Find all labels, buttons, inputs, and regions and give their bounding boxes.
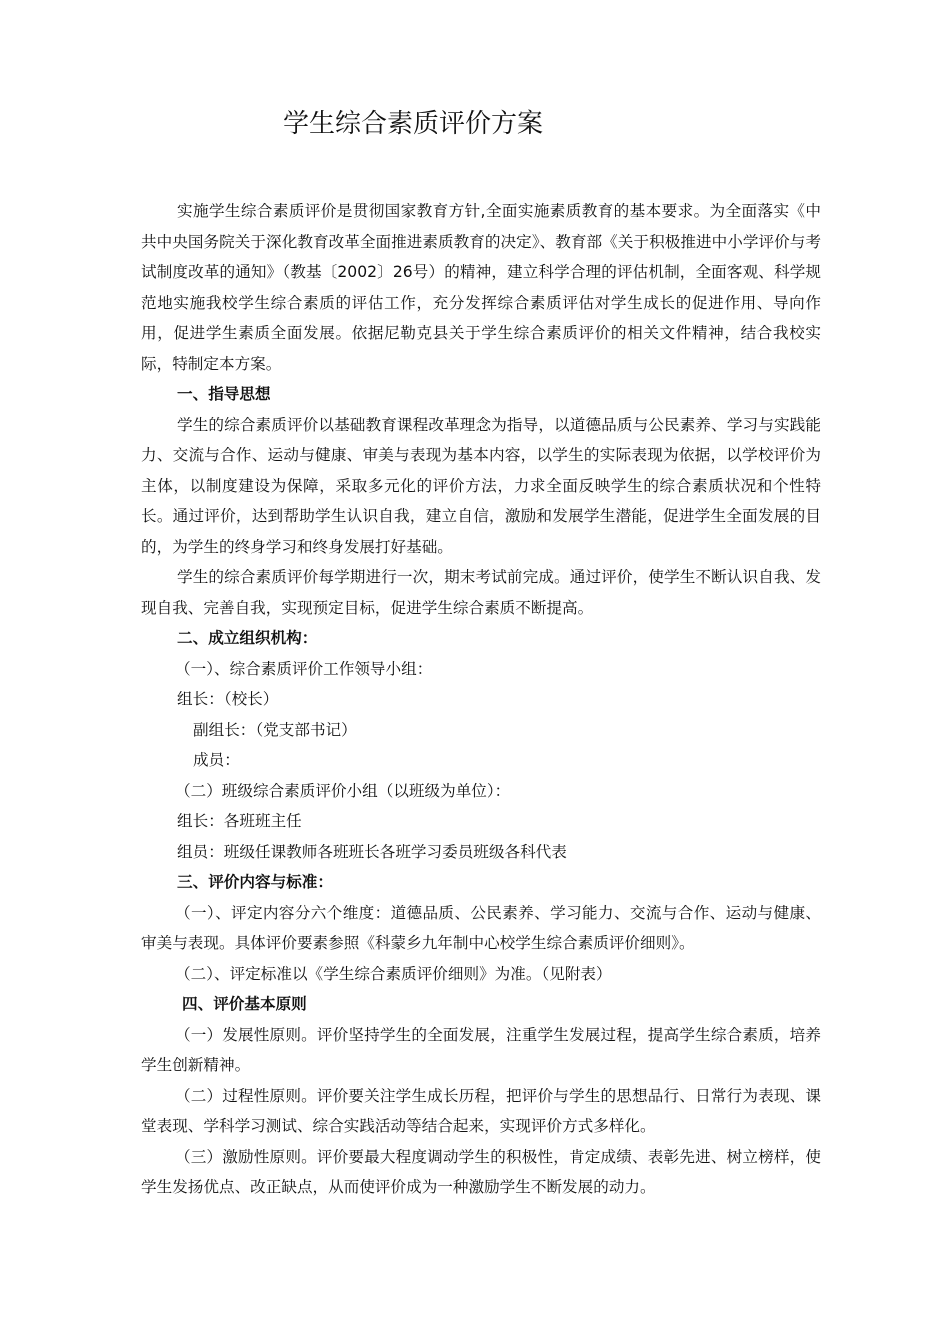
principles-paragraph-3: （三）激励性原则。评价要最大程度调动学生的积极性，肯定成绩、表彰先进、树立榜样，使学生发扬优点、改正缺点，从而使评价成为一种激励学生不断发展的动力。 bbox=[141, 1147, 821, 1196]
organization-line-class-members: 组员：班级任课教师各班班长各班学习委员班级各科代表 bbox=[177, 842, 567, 861]
organization-line-leading-group: （一）、综合素质评价工作领导小组： bbox=[175, 659, 433, 678]
intro-paragraph: 实施学生综合素质评价是贯彻国家教育方针,全面实施素质教育的基本要求。为全面落实《中共中央国务院关于深化教育改革全面推进素质教育的决定》、教育部《关于积极推进中小学评价与考试制度改革的通知》（教基〔2002〕26号）的精神，建立科学合理的评估机制，全面客观、科学规范地实施我校学生综合素质的评估工作，充分发挥综合素质评估对学生成长的促进作用、导向作用，促进学生素质全面发展。依据尼勒克县关于学生综合素质评价的相关文件精神，结合我校实际，特制定本方案。 bbox=[141, 202, 821, 373]
content-standards-paragraph-2: （二）、评定标准以《学生综合素质评价细则》为准。（见附表） bbox=[175, 964, 612, 983]
document-body bbox=[141, 196, 821, 1203]
principles-paragraph-1: （一）发展性原则。评价坚持学生的全面发展，注重学生发展过程，提高学生综合素质，培养学生创新精神。 bbox=[141, 1025, 821, 1074]
section-heading-organization: 二、成立组织机构： bbox=[177, 629, 318, 647]
organization-line-class-group: （二）班级综合素质评价小组（以班级为单位）： bbox=[175, 781, 511, 800]
guiding-ideology-paragraph-1: 学生的综合素质评价以基础教育课程改革理念为指导，以道德品质与公民素养、学习与实践能力、交流与合作、运动与健康、审美与表现为基本内容，以学生的实际表现为依据，以学校评价为主体，以制度建设为保障，采取多元化的评价方法，力求全面反映学生的综合素质状况和个性特长。通过评价，达到帮助学生认识自我，建立自信，激励和发展学生潜能，促进学生全面发展的目的，为学生的终身学习和终身发展打好基础。 bbox=[141, 415, 821, 556]
guiding-ideology-paragraph-2: 学生的综合素质评价每学期进行一次，期末考试前完成。通过评价，使学生不断认识自我、发现自我、完善自我，实现预定目标，促进学生综合素质不断提高。 bbox=[141, 568, 821, 617]
section-heading-content-standards: 三、评价内容与标准： bbox=[177, 873, 333, 891]
principles-paragraph-2: （二）过程性原则。评价要关注学生成长历程，把评价与学生的思想品行、日常行为表现、课堂表现、学科学习测试、综合实践活动等结合起来，实现评价方式多样化。 bbox=[141, 1086, 821, 1135]
section-heading-principles: 四、评价基本原则 bbox=[182, 995, 307, 1013]
organization-line-leader: 组长：（校长） bbox=[177, 690, 279, 708]
section-heading-guiding-ideology: 一、指导思想 bbox=[177, 385, 271, 403]
document-title: 学生综合素质评价方案 bbox=[283, 109, 544, 139]
organization-line-deputy-leader: 副组长：（党支部书记） bbox=[193, 720, 357, 739]
organization-line-members: 成员： bbox=[193, 751, 240, 769]
organization-line-class-leader: 组长：各班班主任 bbox=[177, 812, 302, 830]
content-standards-paragraph-1: （一）、评定内容分六个维度：道德品质、公民素养、学习能力、交流与合作、运动与健康、审美与表现。具体评价要素参照《科蒙乡九年制中心校学生综合素质评价细则》。 bbox=[141, 903, 821, 952]
